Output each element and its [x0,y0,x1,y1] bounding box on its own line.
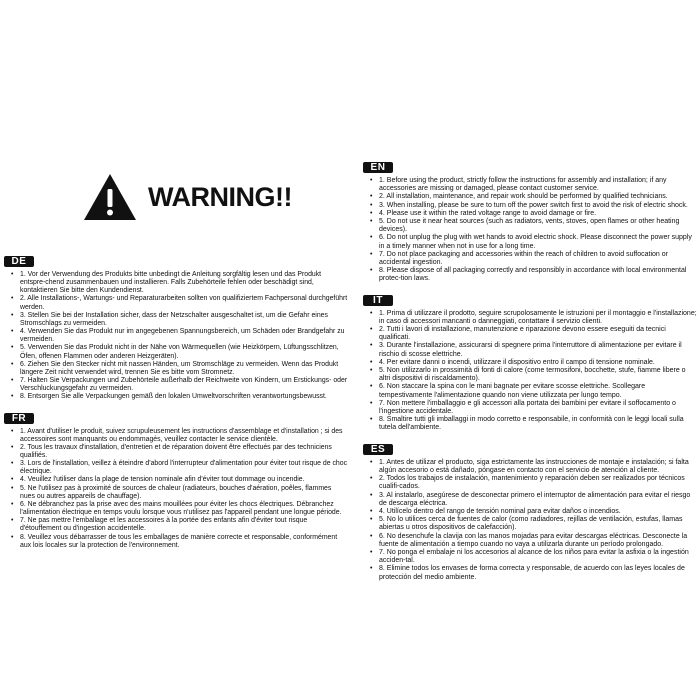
section-it [363,290,697,433]
bullet-marker: • [11,295,14,303]
instruction-text: 8. Please dispose of all packaging correctly and responsibly in accordance with local environmental protec-tion laws. [379,267,687,283]
warning-title: WARNING!! [148,181,292,212]
instruction-text: 4. Utilícelo dentro del rango de tensión nominal para evitar daños o incendios. [379,507,621,515]
bullet-marker: • [370,416,373,424]
bullet-marker: • [370,309,373,317]
instruction-item [4,377,348,393]
instruction-item [363,202,697,210]
bullet-marker: • [11,500,14,508]
instructions-list-es [363,459,697,582]
instruction-text: 2. Tutti i lavori di installazione, manutenzione e riparazione devono essere eseguiti da tecnici qualificati. [379,326,666,342]
instruction-text: 5. No lo utilices cerca de fuentes de calor (como radiadores, rejillas de ventilación, estufas, llamas abiertas u otros dispositivos de calefacción). [379,516,683,532]
language-tag-de: DE [4,256,34,267]
instruction-item [363,383,697,399]
instruction-text: 8. Elimine todos los envases de forma correcta y responsable, de acuerdo con las leyes locales de protección del medio ambiente. [379,565,685,581]
instruction-item [363,459,697,475]
instruction-item [363,193,697,201]
instruction-text: 8. Smaltire tutti gli imballaggi in modo corretto e responsabile, in conformità con le leggi locali sulla tutela dell'ambiente. [379,416,684,432]
bullet-marker: • [370,532,373,540]
instruction-text: 4. Veuillez l'utiliser dans la plage de tension nominale afin d'éviter tout dommage ou incendie. [20,476,305,484]
instruction-item [4,295,348,311]
bullet-marker: • [11,360,14,368]
bullet-marker: • [370,367,373,375]
instruction-item [363,359,697,367]
section-en [363,157,697,284]
bullet-marker: • [370,358,373,366]
bullet-marker: • [370,516,373,524]
instruction-text: 3. Durante l'installazione, assicurarsi di spegnere prima l'interruttore di alimentazione per evitare il rischio di scosse elettriche. [379,342,682,358]
instruction-text: 4. Please use it within the rated voltage range to avoid damage or fire. [379,209,597,217]
bullet-marker: • [11,328,14,336]
instruction-text: 7. No ponga el embalaje ni los accesorios al alcance de los niños para evitar la asfixia o la ingestión acciden-tal. [379,548,689,565]
instruction-item [363,533,697,549]
instruction-text: 2. Tous les travaux d'installation, d'entretien et de réparation doivent être effectués par des techniciens qualifiés. [20,443,332,459]
instruction-item [363,516,697,532]
instruction-text: 8. Entsorgen Sie alle Verpackungen gemäß den lokalen Umweltvorschriften verantwortungsbewusst. [20,393,327,401]
instruction-text: 7. Non mettere l'imballaggio e gli accessori alla portata dei bambini per evitare il soffocamento o l'ingestione accidentale. [379,399,676,416]
instructions-list-it [363,310,697,433]
instruction-item [363,549,697,565]
instruction-text: 7. Do not place packaging and accessories within the reach of children to avoid suffocation or accidental ingestion. [379,250,668,267]
instruction-item [363,234,697,250]
instruction-text: 3. When installing, please be sure to turn off the power switch first to avoid the risk of electric shock. [379,201,688,209]
bullet-marker: • [11,443,14,451]
instruction-text: 1. Before using the product, strictly follow the instructions for assembly and installation; if any accessories are missing or damaged, please contact customer service. [379,177,667,193]
instruction-text: 2. Alle Installations-, Wartungs- und Reparaturarbeiten sollten von qualifiziertem Fachpersonal durchgeführt werden. [20,295,348,311]
bullet-marker: • [11,393,14,401]
language-tag-it: IT [363,295,393,306]
instruction-text: 5. Non utilizzarlo in prossimità di fonti di calore (come termosifoni, bocchette, stufe, fiamme libere o altri dispositivi di riscaldamento). [379,367,686,383]
instruction-item [4,460,348,476]
instruction-item [363,267,697,283]
bullet-marker: • [11,344,14,352]
right-column [363,157,697,586]
instruction-text: 8. Veuillez vous débarrasser de tous les emballages de manière correcte et responsable, conformément aux lois locales sur la protection de l'environnement. [20,533,338,549]
instruction-text: 6. Ziehen Sie den Stecker nicht mit nassen Händen, um Stromschläge zu vermeiden. Wenn das Produkt längere Zeit nicht verwendet wird, trennen Sie es bitte vom Stromnetz. [20,360,339,376]
bullet-marker: • [11,427,14,435]
instruction-item [4,271,348,295]
bullet-marker: • [370,267,373,275]
bullet-marker: • [370,218,373,226]
language-tag-es: ES [363,444,393,455]
instruction-item [4,428,348,444]
instruction-item [363,210,697,218]
bullet-marker: • [370,507,373,515]
section-de [4,251,348,402]
instruction-item [363,342,697,358]
instruction-text: 5. Do not use it near heat sources (such as radiators, vents, stoves, open flames or other heating devices). [379,218,680,234]
instruction-item [363,177,697,193]
bullet-marker: • [11,271,14,278]
bullet-marker: • [370,234,373,242]
instruction-item [363,492,697,508]
instruction-item [363,565,697,581]
instruction-item [4,312,348,328]
instruction-item [4,485,348,501]
instruction-item [363,475,697,491]
instruction-text: 6. Non staccare la spina con le mani bagnate per evitare scosse elettriche. Scollegare tempestivamente l'alimentazione quando non viene utilizzata per lungo tempo. [379,383,646,399]
bullet-marker: • [370,177,373,184]
instruction-text: 4. Per evitare danni o incendi, utilizzare il dispositivo entro il campo di tensione nominale. [379,358,655,366]
bullet-marker: • [370,201,373,209]
instructions-list-fr [4,428,348,550]
instruction-item [4,328,348,344]
left-column [4,251,348,554]
instruction-text: 1. Vor der Verwendung des Produkts bitte unbedingt die Anleitung sorgfältig lesen und das Produkt entspre-chend zusammenbauen und installieren. Falls Zubehörteile fehlen oder beschädigt sind, kontaktieren Sie bitte den Kundendienst. [20,271,322,295]
bullet-marker: • [370,383,373,391]
instruction-text: 4. Verwenden Sie das Produkt nur im angegebenen Spannungsbereich, um Schäden oder Brandgefahr zu vermeiden. [20,328,345,344]
instruction-text: 1. Antes de utilizar el producto, siga estrictamente las instrucciones de montaje e instalación; si falta algún accesorio o está dañado, póngase en contacto con el servicio de atención al cliente. [379,458,689,474]
bullet-marker: • [370,565,373,573]
bullet-marker: • [11,311,14,319]
instruction-text: 2. Todos los trabajos de instalación, mantenimiento y reparación deben ser realizados por técnicos cualifi-cados. [379,475,685,491]
bullet-marker: • [11,377,14,385]
instruction-item [363,508,697,516]
instruction-text: 5. Verwenden Sie das Produkt nicht in der Nähe von Wärmequellen (wie Heizkörpern, Lüftungsschlitzen, Öfen, offenen Flammen oder anderen Heizgeräten). [20,344,339,360]
instruction-item [363,251,697,267]
bullet-marker: • [370,475,373,483]
instruction-item [363,367,697,383]
instruction-item [4,444,348,460]
bullet-marker: • [370,193,373,201]
instruction-text: 3. Stellen Sie bei der Installation sicher, dass der Netzschalter ausgeschaltet ist, um die Gefahr eines Stromschlags zu vermeiden. [20,311,328,327]
instruction-text: 1. Avant d'utiliser le produit, suivez scrupuleusement les instructions d'assemblage et d'installation ; si des accessoires sont manquants ou endommagés, veuillez contacter le service clientèle. [20,427,343,443]
instruction-item [4,476,348,484]
instruction-item [363,310,697,326]
bullet-marker: • [11,533,14,541]
instruction-item [4,361,348,377]
instruction-text: 1. Prima di utilizzare il prodotto, seguire scrupolosamente le istruzioni per il montaggio e l'installazione; in caso di accessori mancanti o danneggiati, contattare il servizio clienti. [379,309,697,325]
instruction-item [4,534,348,550]
bullet-marker: • [370,548,373,556]
instruction-text: 6. Do not unplug the plug with wet hands to avoid electric shock. Please disconnect the power supply in a timely manner when not in use for a long time. [379,234,692,250]
bullet-marker: • [11,484,14,492]
language-tag-en: EN [363,162,393,173]
bullet-marker: • [11,460,14,468]
bullet-marker: • [11,476,14,484]
warning-triangle-icon [82,172,138,222]
bullet-marker: • [370,458,373,466]
instruction-text: 7. Ne pas mettre l'emballage et les accessoires à la portée des enfants afin d'éviter tout risque d'étouffement ou d'ingestion accidentelle. [20,517,308,533]
instruction-text: 6. Ne débranchez pas la prise avec des mains mouillées pour éviter les chocs électriques. Débranchez l'alimentation électrique en temps voulu lorsque vous n'utilisez pas l'appareil pendant une longue période. [20,500,342,517]
bullet-marker: • [11,517,14,525]
warning-header [82,172,292,222]
instruction-item [363,218,697,234]
bullet-marker: • [370,399,373,407]
section-fr [4,408,348,550]
instruction-text: 5. Ne l'utilisez pas à proximité de sources de chaleur (radiateurs, bouches d'aération, poêles, flammes nues ou autres appareils de chauffage). [20,484,332,500]
instructions-list-de [4,271,348,402]
instruction-item [4,344,348,360]
instruction-text: 6. No desenchufe la clavija con las manos mojadas para evitar descargas eléctricas. Desconecte la fuente de alimentación a tiempo cuando no vaya a utilizarla durante un período prolongado. [379,532,688,548]
bullet-marker: • [370,250,373,258]
instruction-text: 3. Lors de l'installation, veillez à éteindre d'abord l'interrupteur d'alimentation pour éviter tout risque de choc électrique. [20,460,348,476]
instruction-text: 3. Al instalarlo, asegúrese de desconectar primero el interruptor de alimentación para evitar el riesgo de descarga eléctrica. [379,491,691,507]
instruction-text: 2. All installation, maintenance, and repair work should be performed by qualified technicians. [379,193,668,201]
section-es [363,439,697,582]
instruction-item [363,416,697,432]
instruction-item [363,326,697,342]
instruction-text: 7. Halten Sie Verpackungen und Zubehörteile außerhalb der Reichweite von Kindern, um Erstickungs- oder Verschluckungsgefahr zu vermeiden. [20,377,348,393]
instructions-list-en [363,177,697,284]
bullet-marker: • [370,209,373,217]
language-tag-fr: FR [4,413,34,424]
instruction-item [4,501,348,517]
instruction-item [363,400,697,416]
instruction-item [4,517,348,533]
bullet-marker: • [370,342,373,350]
bullet-marker: • [370,326,373,334]
bullet-marker: • [370,491,373,499]
instruction-item [4,393,348,401]
